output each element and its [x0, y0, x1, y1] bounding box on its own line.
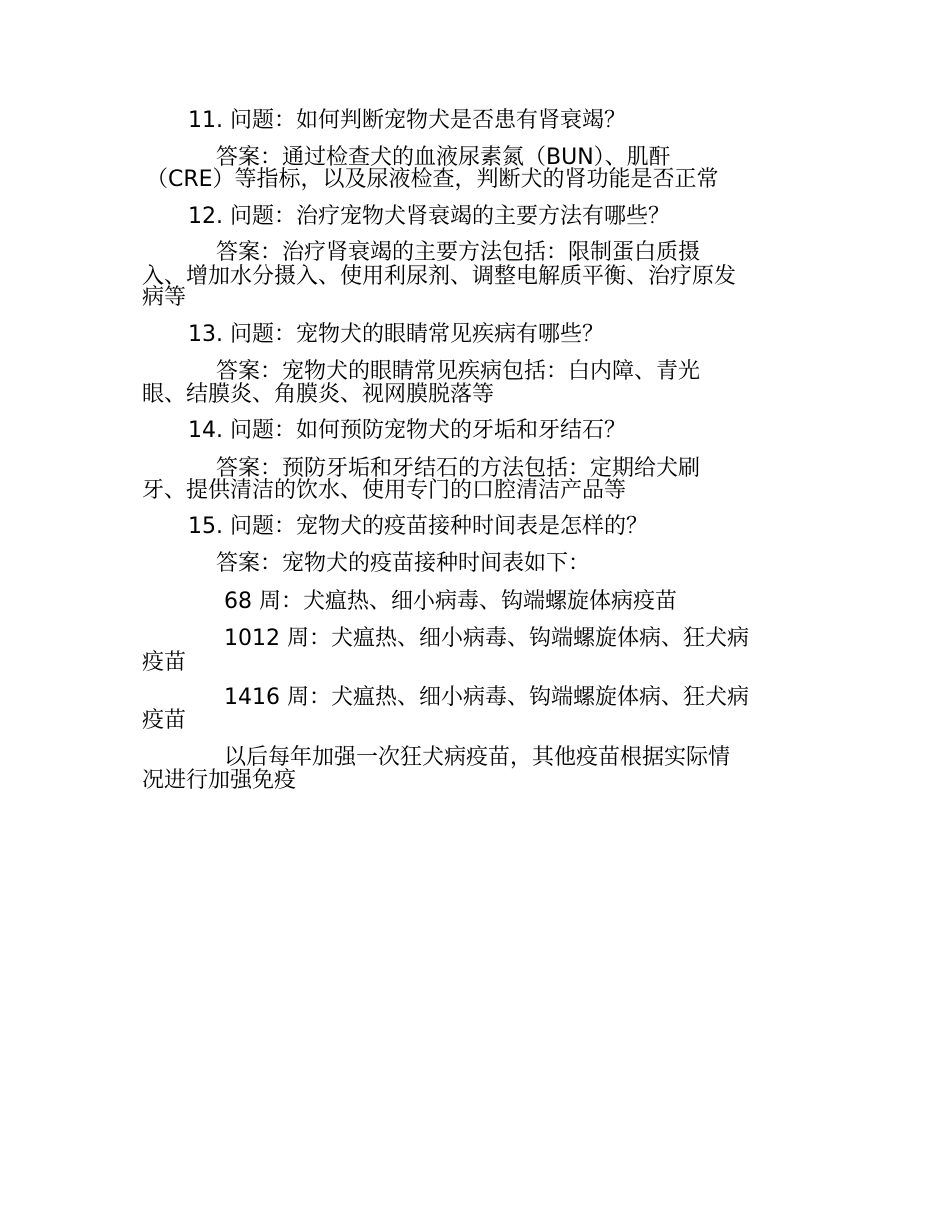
- answer-11-line-2: （CRE）等指标，以及尿液检查，判断犬的肾功能是否正常: [146, 167, 719, 192]
- question-12: 12. 问题：治疗宠物犬肾衰竭的主要方法有哪些？: [188, 204, 670, 229]
- answer-13-line-2: 眼、结膜炎、角膜炎、视网膜脱落等: [142, 382, 495, 407]
- closing-line-1: 以后每年加强一次狂犬病疫苗，其他疫苗根据实际情: [224, 745, 731, 770]
- question-14: 14. 问题：如何预防宠物犬的牙垢和牙结石？: [188, 418, 626, 443]
- schedule-item-2-line-2: 疫苗: [142, 650, 187, 675]
- answer-11-line-1: 答案：通过检查犬的血液尿素氮（BUN）、肌酐: [216, 145, 671, 170]
- answer-12-line-2: 入、增加水分摄入、使用利尿剂、调整电解质平衡、治疗原发: [142, 264, 737, 289]
- answer-13-line-1: 答案：宠物犬的眼睛常见疾病包括：白内障、青光: [216, 359, 701, 384]
- answer-14-line-2: 牙、提供清洁的饮水、使用专门的口腔清洁产品等: [142, 478, 627, 503]
- answer-12-line-3: 病等: [142, 285, 187, 310]
- closing-line-2: 况进行加强免疫: [142, 768, 297, 793]
- question-15: 15. 问题：宠物犬的疫苗接种时间表是怎样的？: [188, 514, 648, 539]
- answer-12-line-1: 答案：治疗肾衰竭的主要方法包括：限制蛋白质摄: [216, 240, 701, 265]
- schedule-item-1: 68 周：犬瘟热、细小病毒、钩端螺旋体病疫苗: [224, 589, 677, 614]
- answer-15-intro: 答案：宠物犬的疫苗接种时间表如下：: [216, 551, 591, 576]
- answer-14-line-1: 答案：预防牙垢和牙结石的方法包括：定期给犬刷: [216, 456, 701, 481]
- question-11: 11. 问题：如何判断宠物犬是否患有肾衰竭？: [188, 108, 626, 133]
- schedule-item-3-line-2: 疫苗: [142, 708, 187, 733]
- schedule-item-3-line-1: 1416 周：犬瘟热、细小病毒、钩端螺旋体病、狂犬病: [224, 685, 749, 710]
- question-13: 13. 问题：宠物犬的眼睛常见疾病有哪些？: [188, 322, 604, 347]
- schedule-item-2-line-1: 1012 周：犬瘟热、细小病毒、钩端螺旋体病、狂犬病: [224, 626, 749, 651]
